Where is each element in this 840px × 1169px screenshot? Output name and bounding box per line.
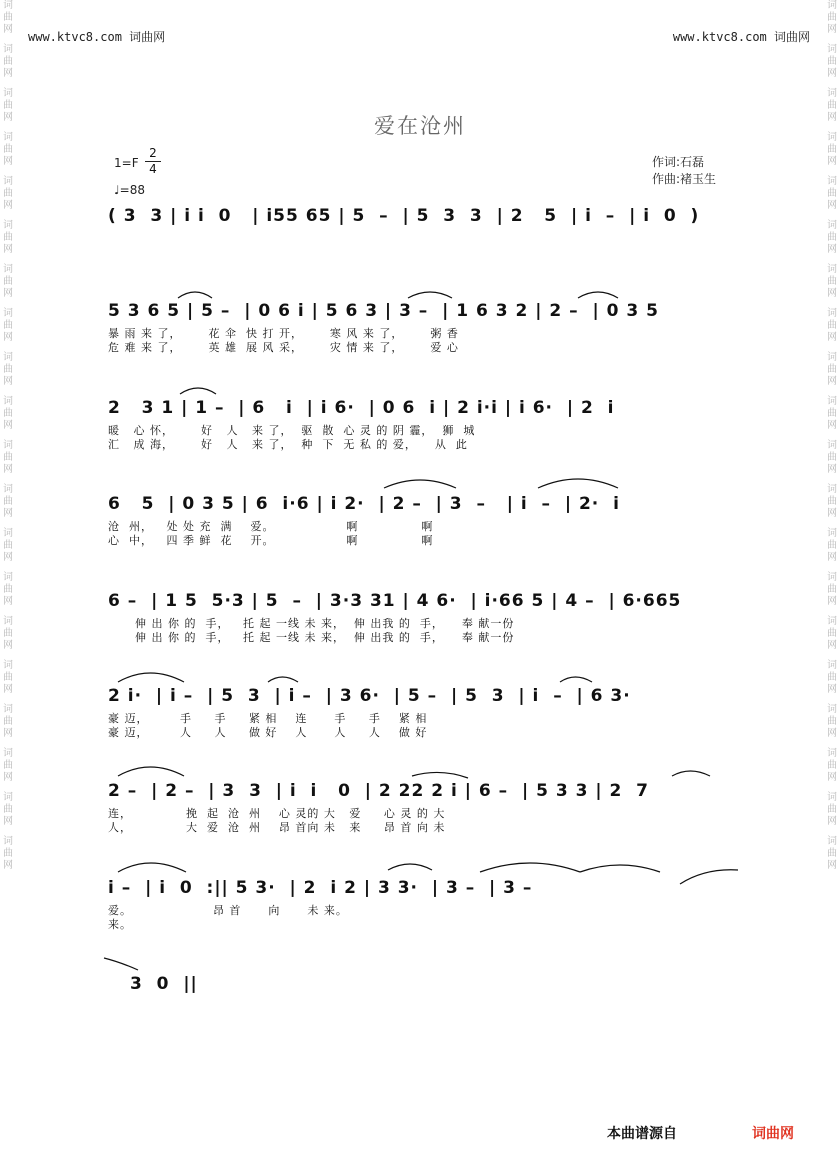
notes-line: 3 0 ||: [130, 974, 198, 994]
tempo-marking: ♩=88: [114, 183, 145, 197]
watermark-mark: 词 曲 网: [3, 440, 13, 475]
watermark-mark: 词 曲 网: [3, 748, 13, 783]
key-signature: 1=F: [114, 156, 139, 170]
watermark-mark: 词 曲 网: [3, 0, 13, 35]
watermark-mark: 词 曲 网: [3, 352, 13, 387]
watermark-mark: 词 曲 网: [3, 44, 13, 79]
header-url-left: www.ktvc8.com 词曲网: [28, 30, 166, 44]
time-signature: [145, 146, 161, 177]
notes-line: 6 5 | 0 3 5 | 6 i·6 | i 2· | 2 – | 3 – | i – | 2· i: [108, 494, 620, 514]
watermark-mark: 词 曲 网: [827, 44, 837, 79]
watermark-mark: 词 曲 网: [3, 660, 13, 695]
composer-credit: 作曲:褚玉生: [652, 172, 717, 186]
watermark-mark: 词 曲 网: [827, 396, 837, 431]
watermark-mark: 词 曲 网: [3, 308, 13, 343]
watermark-mark: 词 曲 网: [3, 88, 13, 123]
watermark-mark: 词 曲 网: [3, 836, 13, 871]
lyric-line-1: 爱。 昂 首 向 未 来。: [108, 904, 348, 917]
lyric-line-1: 暖 心 怀， 好 人 来 了， 驱 散 心 灵 的 阴 霾， 狮 城: [108, 424, 476, 437]
lyric-line-1: 沧 州， 处 处 充 满 爱。 啊 啊: [108, 520, 434, 533]
notes-line: 2 i· | i – | 5 3 | i – | 3 6· | 5 – | 5 3 | i – | 6 3·: [108, 686, 631, 706]
watermark-mark: 词 曲 网: [827, 836, 837, 871]
watermark-mark: 词 曲 网: [827, 528, 837, 563]
notes-line: 2 – | 2 – | 3 3 | i i 0 | 2 22 2 i | 6 – | 5 3 3 | 2 7: [108, 781, 649, 801]
lyric-line-2: 来。: [108, 918, 132, 931]
lyric-line-1: 豪 迈， 手 手 紧 相 连 手 手 紧 相: [108, 712, 428, 725]
watermark-mark: 词 曲 网: [3, 132, 13, 167]
watermark-mark: 词 曲 网: [827, 616, 837, 651]
watermark-mark: 词 曲 网: [3, 264, 13, 299]
watermark-mark: 词 曲 网: [827, 484, 837, 519]
lyric-line-1: 伸 出 你 的 手， 托 起 一线 未 来， 伸 出我 的 手， 奉 献一份: [108, 617, 515, 630]
watermark-mark: 词 曲 网: [3, 616, 13, 651]
watermark-mark: 词 曲 网: [3, 572, 13, 607]
watermark-mark: 词 曲 网: [827, 220, 837, 255]
lyric-line-2: 豪 迈， 人 人 做 好 人 人 人 做 好: [108, 726, 428, 739]
watermark-mark: 词 曲 网: [3, 176, 13, 211]
watermark-mark: 词 曲 网: [827, 352, 837, 387]
watermark-mark: 词 曲 网: [827, 792, 837, 827]
watermark-mark: 词 曲 网: [827, 308, 837, 343]
watermark-mark: 词 曲 网: [827, 132, 837, 167]
lyric-line-1: 暴 雨 来 了， 花 伞 快 打 开， 寒 风 来 了， 粥 香: [108, 327, 459, 340]
notes-line: i – | i 0 :|| 5 3· | 2 i 2 | 3 3· | 3 – | 3 –: [108, 878, 533, 898]
watermark-mark: 词 曲 网: [827, 572, 837, 607]
watermark-mark: 词 曲 网: [3, 704, 13, 739]
time-signature-bottom: 4: [145, 161, 161, 177]
song-title: 爱在沧州: [374, 114, 466, 138]
watermark-mark: 词 曲 网: [827, 264, 837, 299]
notes-line: 5 3 6 5 | 5 – | 0 6 i | 5 6 3 | 3 – | 1 6 3 2 | 2 – | 0 3 5: [108, 301, 659, 321]
watermark-mark: 词 曲 网: [3, 484, 13, 519]
footer-brand-logo[interactable]: 词曲网: [752, 1126, 794, 1142]
watermark-mark: 词 曲 网: [827, 440, 837, 475]
footer-source-text: 本曲谱源自: [607, 1126, 677, 1142]
lyric-line-2: 伸 出 你 的 手， 托 起 一线 未 来， 伸 出我 的 手， 奉 献一份: [108, 631, 515, 644]
watermark-mark: 词 曲 网: [827, 0, 837, 35]
watermark-mark: 词 曲 网: [827, 704, 837, 739]
watermark-mark: 词 曲 网: [3, 792, 13, 827]
watermark-mark: 词 曲 网: [3, 396, 13, 431]
lyricist-credit: 作词:石磊: [652, 155, 705, 169]
left-watermark-strip: [0, 0, 16, 1169]
watermark-mark: 词 曲 网: [827, 748, 837, 783]
time-signature-top: 2: [149, 146, 157, 160]
notes-line: ( 3 3 | i i 0 | i55 65 | 5 – | 5 3 3 | 2 5 | i – | i 0 ): [108, 206, 700, 226]
lyric-line-2: 心 中， 四 季 鲜 花 开。 啊 啊: [108, 534, 434, 547]
lyric-line-2: 人， 大 爱 沧 州 昂 首向 未 来 昂 首 向 未: [108, 821, 446, 834]
watermark-mark: 词 曲 网: [827, 88, 837, 123]
watermark-mark: 词 曲 网: [827, 176, 837, 211]
lyric-line-2: 汇 成 海， 好 人 来 了， 种 下 无 私 的 爱， 从 此: [108, 438, 468, 451]
watermark-mark: 词 曲 网: [3, 528, 13, 563]
right-watermark-strip: [824, 0, 840, 1169]
notes-line: 6 – | 1 5 5·3 | 5 – | 3·3 31 | 4 6· | i·66 5 | 4 – | 6·665: [108, 591, 682, 611]
lyric-line-1: 连， 挽 起 沧 州 心 灵的 大 爱 心 灵 的 大: [108, 807, 446, 820]
lyric-line-2: 危 难 来 了， 英 雄 展 风 采， 灾 情 来 了， 爱 心: [108, 341, 459, 354]
notes-line: 2 3 1 | 1 – | 6 i | i 6· | 0 6 i | 2 i·i | i 6· | 2 i: [108, 398, 615, 418]
watermark-mark: 词 曲 网: [827, 660, 837, 695]
header-url-right: www.ktvc8.com 词曲网: [672, 30, 810, 44]
watermark-mark: 词 曲 网: [3, 220, 13, 255]
